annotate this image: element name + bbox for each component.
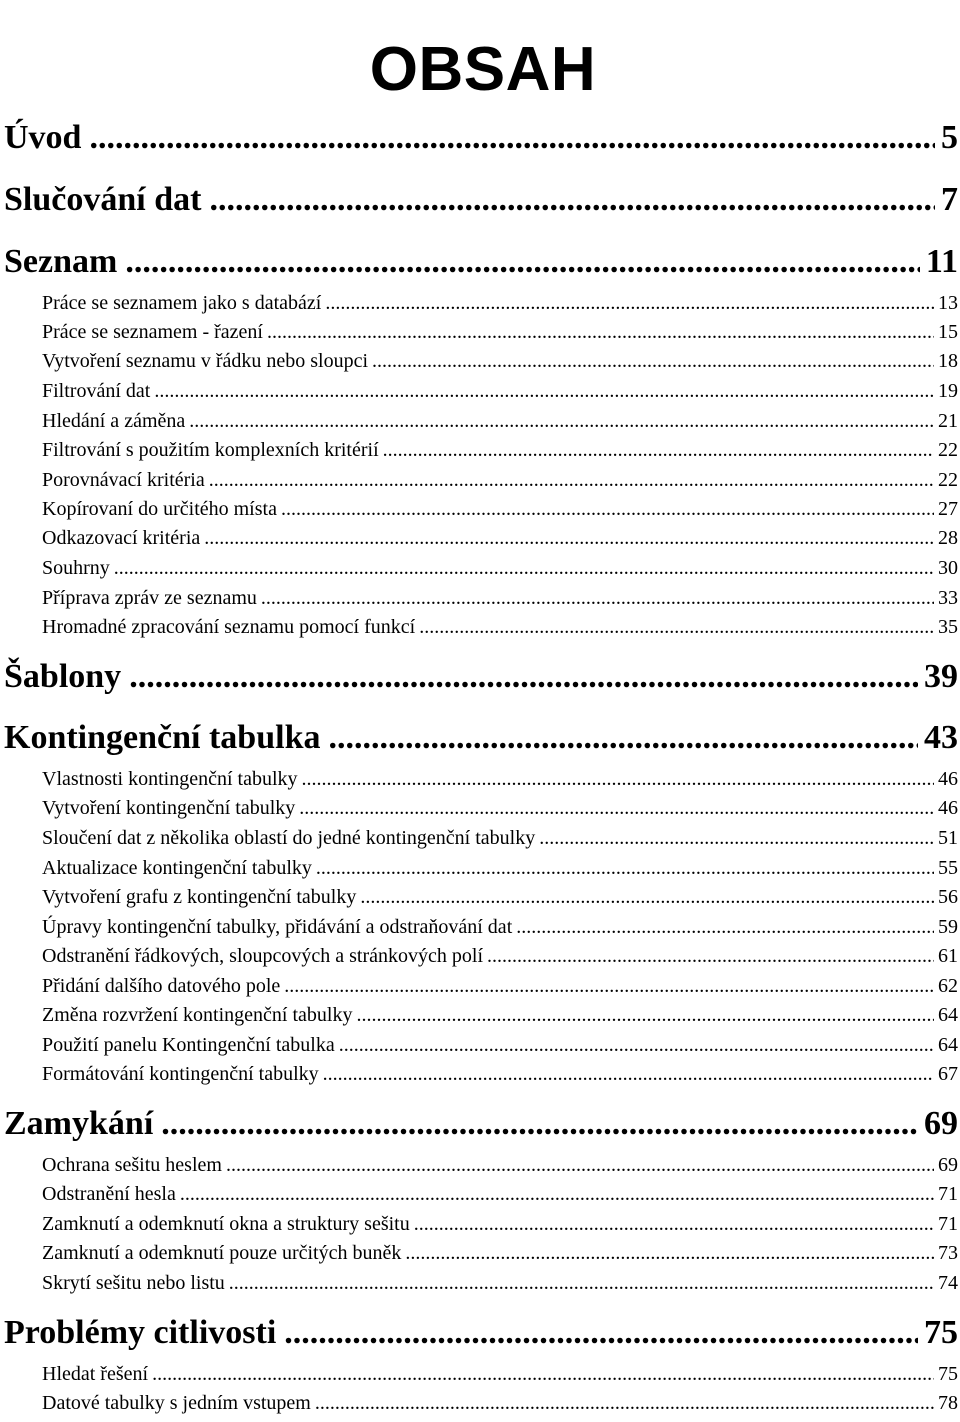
toc-entry-title: Práce se seznamem jako s databází (42, 292, 322, 314)
toc-entry-page-number: 18 (938, 350, 958, 372)
toc-entry-title: Hledání a záměna (42, 410, 186, 432)
toc-entry-title: Odstranění řádkových, sloupcových a stránkových polí (42, 945, 484, 967)
toc-entry-title: Zamykání (4, 1105, 154, 1142)
toc-dot-leader (356, 1002, 934, 1028)
toc-dot-leader (209, 178, 935, 222)
toc-entry-page-number: 51 (938, 827, 958, 849)
toc-entry-title: Šablony (4, 658, 122, 695)
toc-entry-title: Ochrana sešitu heslem (42, 1154, 222, 1176)
toc-entry-page-number: 71 (938, 1213, 958, 1235)
toc-entry-page-number: 33 (938, 587, 958, 609)
toc-entry-title: Problémy citlivosti (4, 1314, 277, 1351)
toc-entry-page-number: 7 (941, 181, 958, 218)
toc-entry-page-number: 35 (938, 616, 958, 638)
toc-entry-page-number: 74 (938, 1272, 958, 1294)
toc-section-entry (42, 1032, 958, 1058)
toc-dot-leader (267, 319, 934, 345)
toc-dot-leader (328, 716, 918, 760)
toc-section-entry (42, 1361, 958, 1387)
toc-entry-title: Vlastnosti kontingenční tabulky (42, 768, 298, 790)
toc-section-entry (42, 348, 958, 374)
toc-entry-page-number: 55 (938, 857, 958, 879)
toc-dot-leader (516, 914, 934, 940)
toc-dot-leader (487, 943, 934, 969)
toc-dot-leader (154, 378, 934, 404)
toc-dot-leader (323, 1061, 934, 1087)
toc-entry-title: Filtrování s použitím komplexních kritérií (42, 439, 379, 461)
toc-dot-leader (414, 1211, 934, 1237)
toc-entry-page-number: 61 (938, 945, 958, 967)
toc-entry-page-number: 73 (938, 1242, 958, 1264)
toc-entry-title: Odstranění hesla (42, 1183, 176, 1205)
toc-section-entry (42, 1211, 958, 1237)
toc-entry-page-number: 69 (924, 1105, 958, 1142)
toc-entry-title: Formátování kontingenční tabulky (42, 1063, 319, 1085)
toc-section-entry (42, 1181, 958, 1207)
toc-dot-leader (89, 116, 935, 160)
toc-entry-title: Skrytí sešitu nebo listu (42, 1272, 225, 1294)
toc-entry-title: Vytvoření kontingenční tabulky (42, 797, 296, 819)
toc-entry-page-number: 64 (938, 1004, 958, 1026)
toc-entry-title: Vytvoření grafu z kontingenční tabulky (42, 886, 357, 908)
toc-entry-title: Kopírovaní do určitého místa (42, 498, 277, 520)
toc-dot-leader (299, 795, 934, 821)
toc-entry-title: Souhrny (42, 557, 110, 579)
toc-section-entry (42, 408, 958, 434)
toc-entry-page-number: 28 (938, 527, 958, 549)
toc-dot-leader (360, 884, 934, 910)
toc-section-entry (42, 855, 958, 881)
toc-entry-page-number: 67 (938, 1063, 958, 1085)
toc-section-entry (42, 290, 958, 316)
toc-entry-title: Přidání dalšího datového pole (42, 975, 281, 997)
toc-chapter-entry (4, 655, 958, 699)
toc-entry-page-number: 22 (938, 469, 958, 491)
toc-entry-title: Hromadné zpracování seznamu pomocí funkcí (42, 616, 416, 638)
toc-entry-page-number: 43 (924, 719, 958, 756)
toc-section-entry (42, 973, 958, 999)
toc-entry-page-number: 15 (938, 321, 958, 343)
toc-dot-leader (226, 1152, 934, 1178)
toc-section-entry (42, 585, 958, 611)
toc-entry-page-number: 69 (938, 1154, 958, 1176)
toc-dot-leader (152, 1361, 934, 1387)
toc-entry-page-number: 19 (938, 380, 958, 402)
toc-dot-leader (419, 614, 934, 640)
toc-section-entry (42, 1240, 958, 1266)
toc-section-entry (42, 1270, 958, 1296)
toc-section-entry (42, 825, 958, 851)
toc-entry-page-number: 5 (941, 119, 958, 156)
toc-entry-title: Zamknutí a odemknutí okna a struktury sešitu (42, 1213, 410, 1235)
toc-entry-page-number: 22 (938, 439, 958, 461)
toc-entry-page-number: 64 (938, 1034, 958, 1056)
toc-dot-leader (539, 825, 934, 851)
toc-entry-title: Sloučení dat z několika oblastí do jedné kontingenční tabulky (42, 827, 536, 849)
toc-entry-title: Kontingenční tabulka (4, 719, 321, 756)
toc-entry-page-number: 21 (938, 410, 958, 432)
toc-dot-leader (161, 1102, 918, 1146)
toc-entry-title: Vytvoření seznamu v řádku nebo sloupci (42, 350, 369, 372)
toc-dot-leader (302, 766, 934, 792)
toc-dot-leader (229, 1270, 934, 1296)
toc-dot-leader (325, 290, 934, 316)
toc-entry-title: Použití panelu Kontingenční tabulka (42, 1034, 335, 1056)
toc-section-entry (42, 914, 958, 940)
toc-entry-title: Změna rozvržení kontingenční tabulky (42, 1004, 353, 1026)
toc-entry-page-number: 56 (938, 886, 958, 908)
toc-section-entry (42, 884, 958, 910)
toc-dot-leader (383, 437, 934, 463)
page-title: OBSAH (369, 34, 597, 104)
toc-section-entry (42, 1390, 958, 1416)
toc-dot-leader (261, 585, 934, 611)
toc-dot-leader (284, 973, 934, 999)
toc-section-entry (42, 1002, 958, 1028)
toc-chapter-entry (4, 716, 958, 760)
toc-dot-leader (204, 525, 934, 551)
toc-dot-leader (209, 467, 934, 493)
toc-entry-page-number: 62 (938, 975, 958, 997)
toc-chapter-entry (4, 116, 958, 160)
toc-entry-title: Porovnávací kritéria (42, 469, 205, 491)
toc-section-entry (42, 437, 958, 463)
toc-dot-leader (284, 1311, 918, 1355)
toc-entry-title: Práce se seznamem - řazení (42, 321, 263, 343)
toc-dot-leader (281, 496, 934, 522)
toc-section-entry (42, 378, 958, 404)
toc-section-entry (42, 943, 958, 969)
toc-entry-title: Úpravy kontingenční tabulky, přidávání a odstraňování dat (42, 916, 513, 938)
toc-chapter-entry (4, 178, 958, 222)
toc-entry-page-number: 71 (938, 1183, 958, 1205)
toc-section-entry (42, 1061, 958, 1087)
toc-section-entry (42, 525, 958, 551)
toc-entry-title: Datové tabulky s jedním vstupem (42, 1392, 311, 1414)
toc-dot-leader (189, 408, 934, 434)
toc-section-entry (42, 319, 958, 345)
toc-dot-leader (114, 555, 934, 581)
toc-entry-title: Seznam (4, 243, 118, 280)
toc-entry-page-number: 75 (924, 1314, 958, 1351)
toc-chapter-entry (4, 1311, 958, 1355)
toc-dot-leader (180, 1181, 934, 1207)
toc-entry-title: Příprava zpráv ze seznamu (42, 587, 257, 609)
toc-entry-title: Hledat řešení (42, 1363, 149, 1385)
toc-dot-leader (125, 240, 920, 284)
toc-dot-leader (129, 655, 918, 699)
toc-chapter-entry (4, 1102, 958, 1146)
toc-entry-title: Zamknutí a odemknutí pouze určitých buněk (42, 1242, 402, 1264)
toc-dot-leader (372, 348, 934, 374)
toc-section-entry (42, 496, 958, 522)
toc-dot-leader (316, 855, 934, 881)
toc-entry-page-number: 30 (938, 557, 958, 579)
toc-entry-page-number: 75 (938, 1363, 958, 1385)
toc-section-entry (42, 795, 958, 821)
toc-entry-title: Úvod (4, 119, 82, 156)
toc-entry-page-number: 13 (938, 292, 958, 314)
toc-entry-title: Slučování dat (4, 181, 202, 218)
toc-section-entry (42, 555, 958, 581)
toc-entry-page-number: 11 (925, 243, 958, 280)
toc-entry-page-number: 46 (938, 768, 958, 790)
toc-entry-title: Odkazovací kritéria (42, 527, 201, 549)
toc-entry-page-number: 46 (938, 797, 958, 819)
toc-section-entry (42, 1152, 958, 1178)
toc-entry-title: Filtrování dat (42, 380, 151, 402)
toc-entry-page-number: 59 (938, 916, 958, 938)
toc-entry-title: Aktualizace kontingenční tabulky (42, 857, 312, 879)
toc-dot-leader (339, 1032, 934, 1058)
toc-entry-page-number: 78 (938, 1392, 958, 1414)
toc-dot-leader (315, 1390, 934, 1416)
toc-section-entry (42, 467, 958, 493)
toc-chapter-entry (4, 240, 958, 284)
toc-section-entry (42, 614, 958, 640)
toc-section-entry (42, 766, 958, 792)
toc-dot-leader (405, 1240, 934, 1266)
toc-entry-page-number: 27 (938, 498, 958, 520)
toc-entry-page-number: 39 (924, 658, 958, 695)
